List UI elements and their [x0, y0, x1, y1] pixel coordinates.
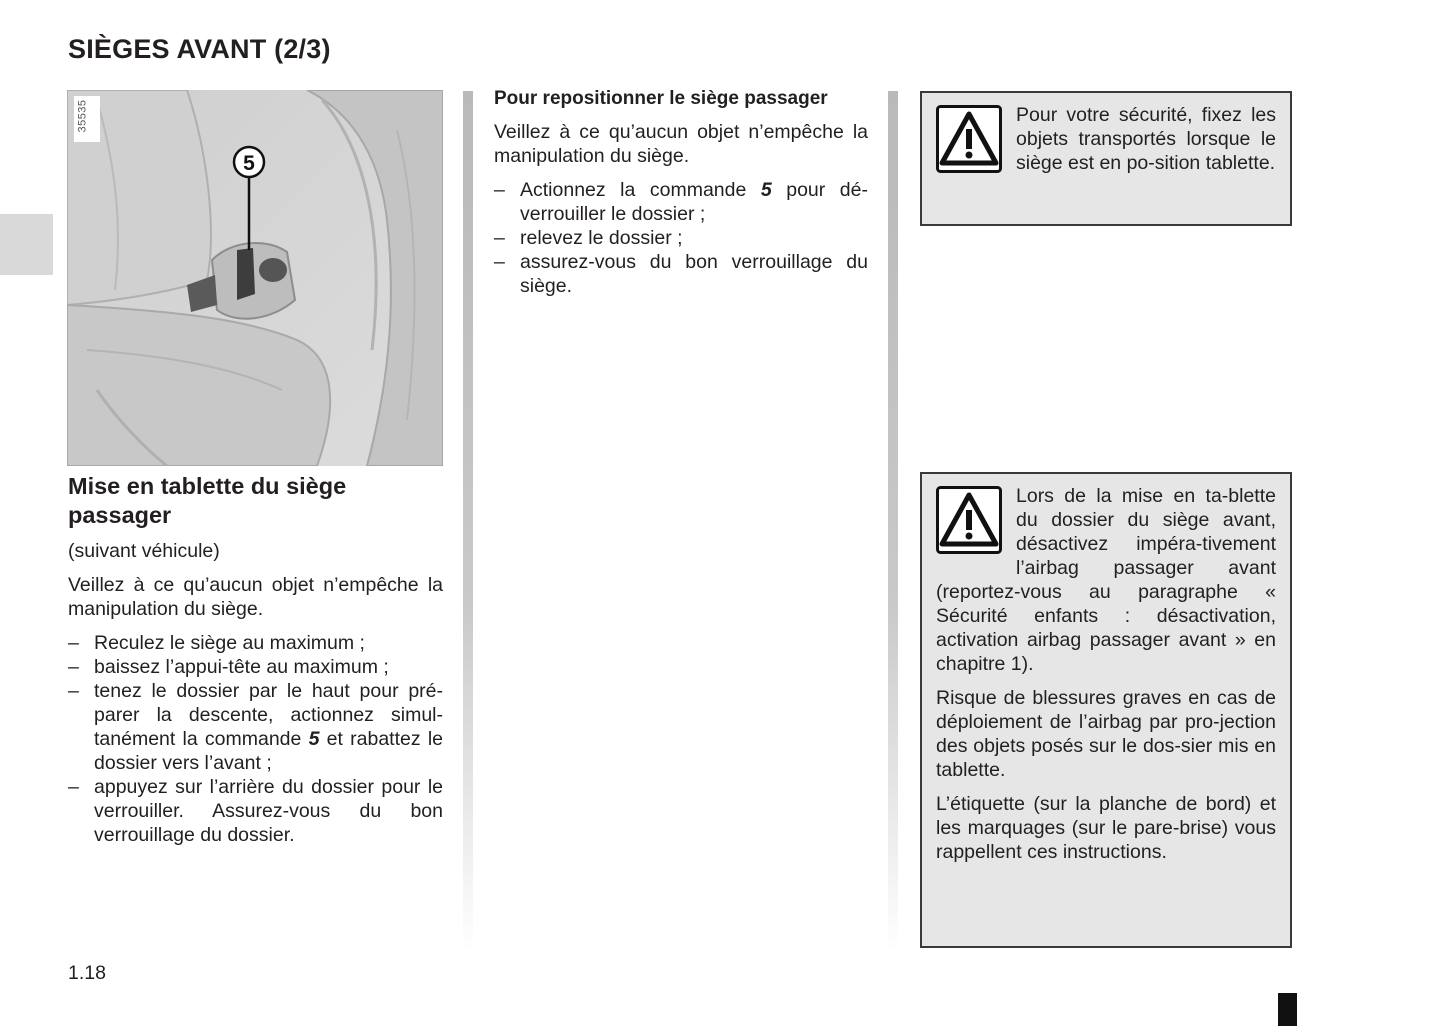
column-divider [463, 91, 473, 951]
page-title: SIÈGES AVANT (2/3) [68, 34, 331, 64]
list-item-text: Actionnez la commande [520, 179, 761, 201]
list-item [494, 178, 868, 226]
column-divider [888, 91, 898, 951]
control-number: 5 [308, 728, 320, 750]
step-list [68, 631, 443, 847]
section-heading: Mise en tablette du siège passager [68, 473, 347, 528]
warning-triangle-icon [936, 105, 1002, 173]
warning-box [920, 472, 1292, 948]
list-item-text: et rabattez le dossier vers l’avant ; [94, 728, 443, 774]
page-number: 1.18 [68, 962, 106, 984]
warning-text: Pour votre sécurité, fixez les objets transportés lorsque le siège est en po-sition tablette. [1016, 104, 1276, 174]
section-heading: Pour repositionner le siège passager [494, 88, 828, 109]
warning-triangle-icon [936, 486, 1002, 554]
step-list [494, 178, 868, 298]
list-item [494, 250, 868, 298]
seat-drawing [67, 90, 443, 466]
list-item-text: relevez le dossier ; [520, 227, 683, 249]
reposition-section [494, 87, 868, 298]
list-item [68, 775, 443, 847]
callout-label: 5 [243, 152, 255, 175]
warning-box [920, 91, 1292, 226]
section-subtitle: (suivant véhicule) [68, 540, 220, 562]
thumb-index-mark [1278, 993, 1297, 1026]
list-item-text: Reculez le siège au maximum ; [94, 632, 365, 654]
warning-text: Lors de la mise en ta-blette du dossier du siège avant, désactivez impéra-tivement l’airbag passager avant (reportez-vous au paragraphe « Sécurité enfants : désactivation, activation airbag passager avant » en chapitre 1). [936, 485, 1276, 675]
chapter-side-tab [0, 214, 53, 275]
list-item-text: appuyez sur l’arrière du dossier pour le verrouiller. Assurez-vous du bon verrouillage du dossier. [94, 776, 443, 846]
list-item [68, 679, 443, 775]
list-item-text: assurez-vous du bon verrouillage du siège. [520, 251, 868, 297]
list-item [494, 226, 868, 250]
tablet-mode-section [68, 472, 443, 847]
list-item [68, 655, 443, 679]
warning-text: L’étiquette (sur la planche de bord) et les marquages (sur le pare-brise) vous rappellent ces instructions. [936, 793, 1276, 863]
section-intro: Veillez à ce qu’aucun objet n’empêche la manipulation du siège. [68, 574, 443, 620]
seat-illustration [67, 90, 443, 466]
control-number: 5 [760, 179, 772, 201]
list-item [68, 631, 443, 655]
list-item-text: baissez l’appui-tête au maximum ; [94, 656, 389, 678]
list-item-text: pour dé-verrouiller le dossier ; [520, 179, 868, 225]
warning-text: Risque de blessures graves en cas de déploiement de l’airbag par pro-jection des objets posés sur le dos-sier mis en tablette. [936, 687, 1276, 781]
list-item-text: tenez le dossier par le haut pour pré-parer la descente, actionnez simul-tanément la commande [94, 680, 443, 750]
figure-number: 35535 [76, 99, 89, 133]
section-intro: Veillez à ce qu’aucun objet n’empêche la manipulation du siège. [494, 121, 868, 167]
figure-number-box [74, 96, 100, 142]
